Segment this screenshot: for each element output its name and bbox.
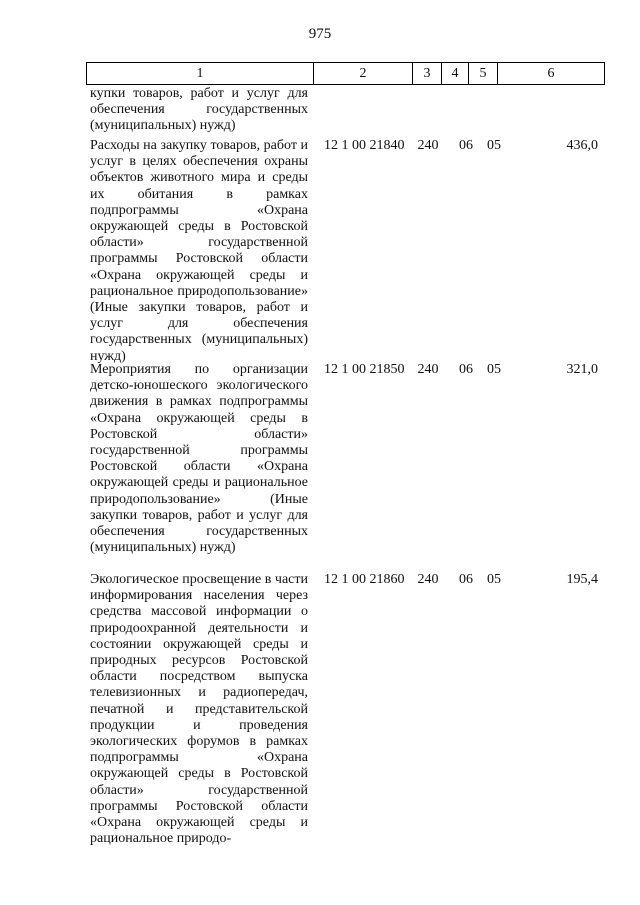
row-code: 12 1 00 21840 [324, 138, 405, 153]
column-header-6: 6 [498, 63, 605, 85]
row-subsection: 05 [487, 572, 501, 587]
row-section: 06 [459, 138, 473, 153]
row-expense-type: 240 [417, 362, 439, 377]
row-expense-type: 240 [417, 572, 439, 587]
column-header-5: 5 [469, 63, 498, 85]
row-description: Мероприятия по организации детско-юношеского экологического движения в рамках подпрограммы «Охрана окружающей среды в Ростовской области» государственной программы Ростовской области «Охрана окружающей среды и рациональное природопользование» (Иные закупки товаров, работ и услуг для обеспечения государственных (муниципальных) нужд) [90, 362, 308, 556]
row-amount: 321,0 [566, 362, 598, 377]
row-description: Расходы на закупку товаров, работ и услуг в целях обеспечения охраны объектов животного мира и среды их обитания в рамках подпрограммы «Охрана окружающей среды в Ростовской области» государственной программы Ростовской области «Охрана окружающей среды и рациональное природопользование» (Иные закупки товаров, работ и услуг для обеспечения государственных (муниципальных) нужд) [90, 138, 308, 364]
column-header-4: 4 [442, 63, 469, 85]
column-header-1: 1 [87, 63, 314, 85]
column-header-2: 2 [314, 63, 413, 85]
page-number: 975 [308, 26, 332, 42]
row-section: 06 [459, 572, 473, 587]
row-amount: 195,4 [566, 572, 598, 587]
row-section: 06 [459, 362, 473, 377]
row-expense-type: 240 [417, 138, 439, 153]
row-code: 12 1 00 21850 [324, 362, 405, 377]
row-amount: 436,0 [566, 138, 598, 153]
column-header-row [86, 62, 605, 85]
column-header-3: 3 [413, 63, 442, 85]
row-subsection: 05 [487, 138, 501, 153]
row-subsection: 05 [487, 362, 501, 377]
row-code: 12 1 00 21860 [324, 572, 405, 587]
row-description: Экологическое просвещение в части информирования населения через средства массовой информации о природоохранной деятельности и состоянии окружающей среды и природных ресурсов Ростовской области посредством выпуска телевизионных и радиопередач, печатной и представительской продукции и проведения экологических форумов в рамках подпрограммы «Охрана окружающей среды в Ростовской области» государственной программы Ростовской области «Охрана окружающей среды и рациональное природо- [90, 572, 308, 847]
continuation-text: купки товаров, работ и услуг для обеспечения государственных (муниципальных) нужд) [90, 86, 308, 134]
